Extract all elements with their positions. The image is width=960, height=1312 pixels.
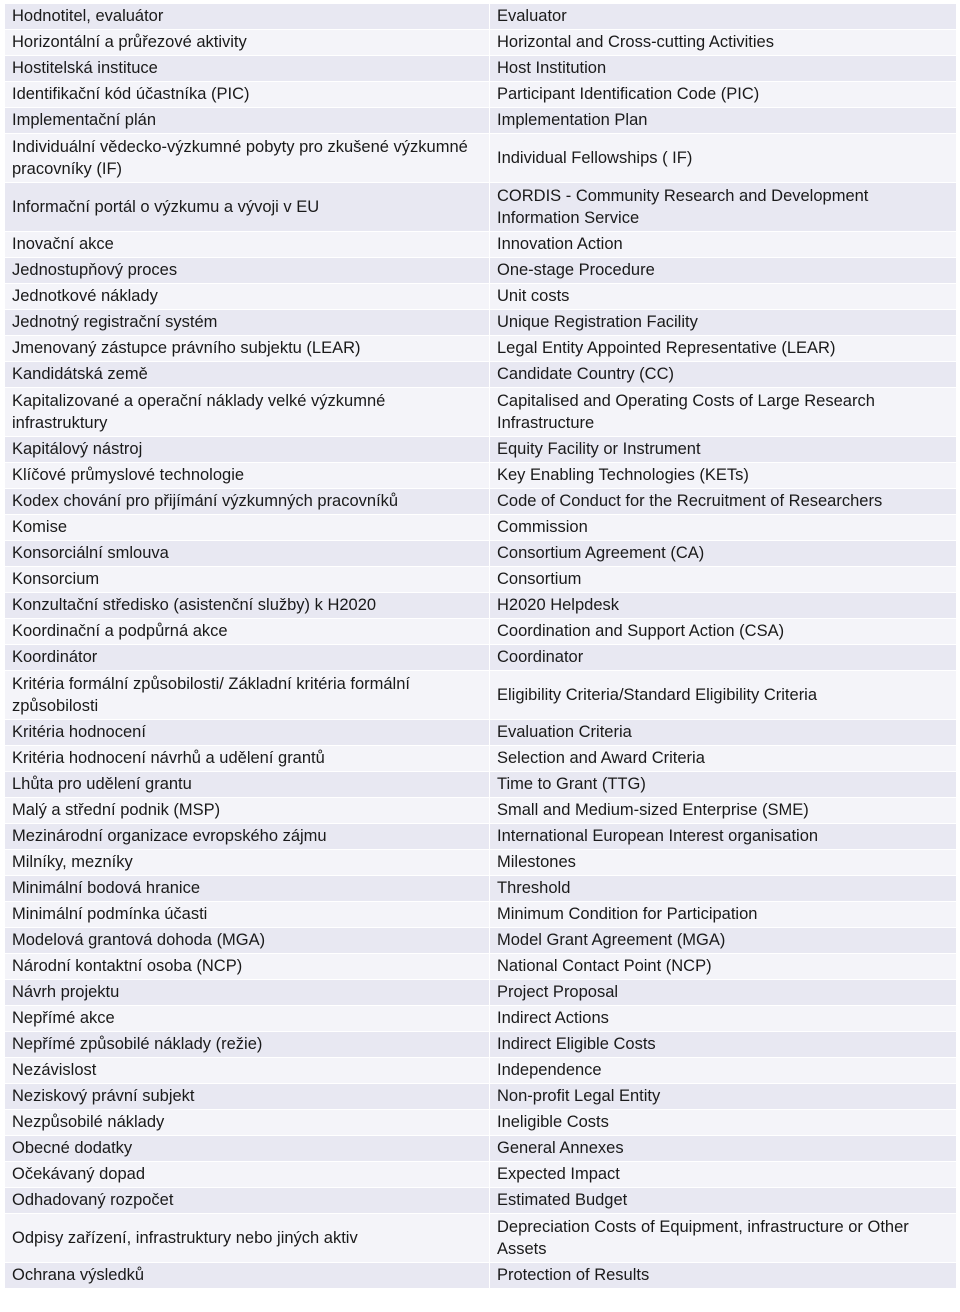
czech-term: Konsorciální smlouva — [5, 541, 490, 567]
table-row — [5, 489, 957, 515]
table-row — [5, 1136, 957, 1162]
english-term: Small and Medium-sized Enterprise (SME) — [490, 798, 957, 824]
czech-term: Koordinátor — [5, 645, 490, 671]
czech-term: Minimální bodová hranice — [5, 876, 490, 902]
english-term: Consortium Agreement (CA) — [490, 541, 957, 567]
english-term: Independence — [490, 1058, 957, 1084]
english-term: Selection and Award Criteria — [490, 746, 957, 772]
english-term: National Contact Point (NCP) — [490, 954, 957, 980]
table-row — [5, 437, 957, 463]
czech-term: Milníky, mezníky — [5, 850, 490, 876]
english-term: Legal Entity Appointed Representative (LEAR) — [490, 336, 957, 362]
table-row — [5, 1032, 957, 1058]
glossary-body — [5, 4, 957, 1289]
czech-term: Kapitalizované a operační náklady velké výzkumné infrastruktury — [5, 388, 490, 437]
english-term: Evaluator — [490, 4, 957, 30]
table-row — [5, 388, 957, 437]
english-term: Evaluation Criteria — [490, 720, 957, 746]
table-row — [5, 515, 957, 541]
table-row — [5, 134, 957, 183]
english-term: Minimum Condition for Participation — [490, 902, 957, 928]
english-term: Commission — [490, 515, 957, 541]
table-row — [5, 541, 957, 567]
czech-term: Implementační plán — [5, 108, 490, 134]
table-row — [5, 798, 957, 824]
table-row — [5, 720, 957, 746]
czech-term: Obecné dodatky — [5, 1136, 490, 1162]
table-row — [5, 928, 957, 954]
english-term: CORDIS - Community Research and Development Information Service — [490, 183, 957, 232]
czech-term: Jmenovaný zástupce právního subjektu (LEAR) — [5, 336, 490, 362]
english-term: Candidate Country (CC) — [490, 362, 957, 388]
english-term: Implementation Plan — [490, 108, 957, 134]
czech-term: Nezávislost — [5, 1058, 490, 1084]
english-term: Unique Registration Facility — [490, 310, 957, 336]
czech-term: Minimální podmínka účasti — [5, 902, 490, 928]
czech-term: Jednotkové náklady — [5, 284, 490, 310]
czech-term: Odhadovaný rozpočet — [5, 1188, 490, 1214]
czech-term: Národní kontaktní osoba (NCP) — [5, 954, 490, 980]
czech-term: Komise — [5, 515, 490, 541]
english-term: Coordinator — [490, 645, 957, 671]
czech-term: Nezpůsobilé náklady — [5, 1110, 490, 1136]
czech-term: Horizontální a průřezové aktivity — [5, 30, 490, 56]
table-row — [5, 232, 957, 258]
table-row — [5, 108, 957, 134]
english-term: Depreciation Costs of Equipment, infrastructure or Other Assets — [490, 1214, 957, 1263]
table-row — [5, 850, 957, 876]
english-term: Indirect Eligible Costs — [490, 1032, 957, 1058]
czech-term: Modelová grantová dohoda (MGA) — [5, 928, 490, 954]
table-row — [5, 1263, 957, 1289]
english-term: Project Proposal — [490, 980, 957, 1006]
table-row — [5, 1110, 957, 1136]
table-row — [5, 56, 957, 82]
czech-term: Identifikační kód účastníka (PIC) — [5, 82, 490, 108]
czech-term: Inovační akce — [5, 232, 490, 258]
table-row — [5, 30, 957, 56]
czech-term: Mezinárodní organizace evropského zájmu — [5, 824, 490, 850]
table-row — [5, 1084, 957, 1110]
czech-term: Koordinační a podpůrná akce — [5, 619, 490, 645]
table-row — [5, 954, 957, 980]
english-term: H2020 Helpdesk — [490, 593, 957, 619]
english-term: Host Institution — [490, 56, 957, 82]
table-row — [5, 183, 957, 232]
table-row — [5, 876, 957, 902]
czech-term: Individuální vědecko-výzkumné pobyty pro zkušené výzkumné pracovníky (IF) — [5, 134, 490, 183]
table-row — [5, 284, 957, 310]
english-term: Time to Grant (TTG) — [490, 772, 957, 798]
english-term: Key Enabling Technologies (KETs) — [490, 463, 957, 489]
czech-term: Nepřímé způsobilé náklady (režie) — [5, 1032, 490, 1058]
table-row — [5, 902, 957, 928]
english-term: One-stage Procedure — [490, 258, 957, 284]
english-term: Ineligible Costs — [490, 1110, 957, 1136]
table-row — [5, 746, 957, 772]
czech-term: Kritéria hodnocení návrhů a udělení grantů — [5, 746, 490, 772]
english-term: Milestones — [490, 850, 957, 876]
english-term: Consortium — [490, 567, 957, 593]
table-row — [5, 1162, 957, 1188]
table-row — [5, 258, 957, 284]
czech-term: Ochrana výsledků — [5, 1263, 490, 1289]
table-row — [5, 980, 957, 1006]
english-term: Individual Fellowships ( IF) — [490, 134, 957, 183]
english-term: Model Grant Agreement (MGA) — [490, 928, 957, 954]
english-term: Estimated Budget — [490, 1188, 957, 1214]
table-row — [5, 567, 957, 593]
czech-term: Hodnotitel, evaluátor — [5, 4, 490, 30]
czech-term: Jednostupňový proces — [5, 258, 490, 284]
table-row — [5, 1214, 957, 1263]
czech-term: Jednotný registrační systém — [5, 310, 490, 336]
table-row — [5, 1006, 957, 1032]
czech-term: Kandidátská země — [5, 362, 490, 388]
czech-term: Konsorcium — [5, 567, 490, 593]
table-row — [5, 619, 957, 645]
table-row — [5, 362, 957, 388]
table-row — [5, 824, 957, 850]
english-term: Indirect Actions — [490, 1006, 957, 1032]
table-row — [5, 593, 957, 619]
table-row — [5, 772, 957, 798]
english-term: Coordination and Support Action (CSA) — [490, 619, 957, 645]
czech-term: Lhůta pro udělení grantu — [5, 772, 490, 798]
english-term: International European Interest organisation — [490, 824, 957, 850]
english-term: Horizontal and Cross-cutting Activities — [490, 30, 957, 56]
english-term: Code of Conduct for the Recruitment of Researchers — [490, 489, 957, 515]
english-term: Innovation Action — [490, 232, 957, 258]
czech-term: Malý a střední podnik (MSP) — [5, 798, 490, 824]
english-term: Eligibility Criteria/Standard Eligibility Criteria — [490, 671, 957, 720]
table-row — [5, 82, 957, 108]
table-row — [5, 1058, 957, 1084]
czech-term: Hostitelská instituce — [5, 56, 490, 82]
table-row — [5, 336, 957, 362]
czech-term: Návrh projektu — [5, 980, 490, 1006]
english-term: Protection of Results — [490, 1263, 957, 1289]
english-term: Equity Facility or Instrument — [490, 437, 957, 463]
table-row — [5, 671, 957, 720]
czech-term: Očekávaný dopad — [5, 1162, 490, 1188]
czech-term: Nepřímé akce — [5, 1006, 490, 1032]
czech-term: Konzultační středisko (asistenční služby) k H2020 — [5, 593, 490, 619]
table-row — [5, 1188, 957, 1214]
table-row — [5, 645, 957, 671]
czech-term: Neziskový právní subjekt — [5, 1084, 490, 1110]
czech-term: Informační portál o výzkumu a vývoji v EU — [5, 183, 490, 232]
czech-term: Kritéria hodnocení — [5, 720, 490, 746]
english-term: General Annexes — [490, 1136, 957, 1162]
czech-term: Kritéria formální způsobilosti/ Základní kritéria formální způsobilosti — [5, 671, 490, 720]
english-term: Expected Impact — [490, 1162, 957, 1188]
czech-term: Klíčové průmyslové technologie — [5, 463, 490, 489]
table-row — [5, 4, 957, 30]
english-term: Capitalised and Operating Costs of Large Research Infrastructure — [490, 388, 957, 437]
czech-term: Kodex chování pro přijímání výzkumných pracovníků — [5, 489, 490, 515]
english-term: Non-profit Legal Entity — [490, 1084, 957, 1110]
english-term: Unit costs — [490, 284, 957, 310]
czech-term: Odpisy zařízení, infrastruktury nebo jiných aktiv — [5, 1214, 490, 1263]
english-term: Participant Identification Code (PIC) — [490, 82, 957, 108]
czech-term: Kapitálový nástroj — [5, 437, 490, 463]
table-row — [5, 463, 957, 489]
english-term: Threshold — [490, 876, 957, 902]
glossary-table — [4, 3, 957, 1289]
table-row — [5, 310, 957, 336]
